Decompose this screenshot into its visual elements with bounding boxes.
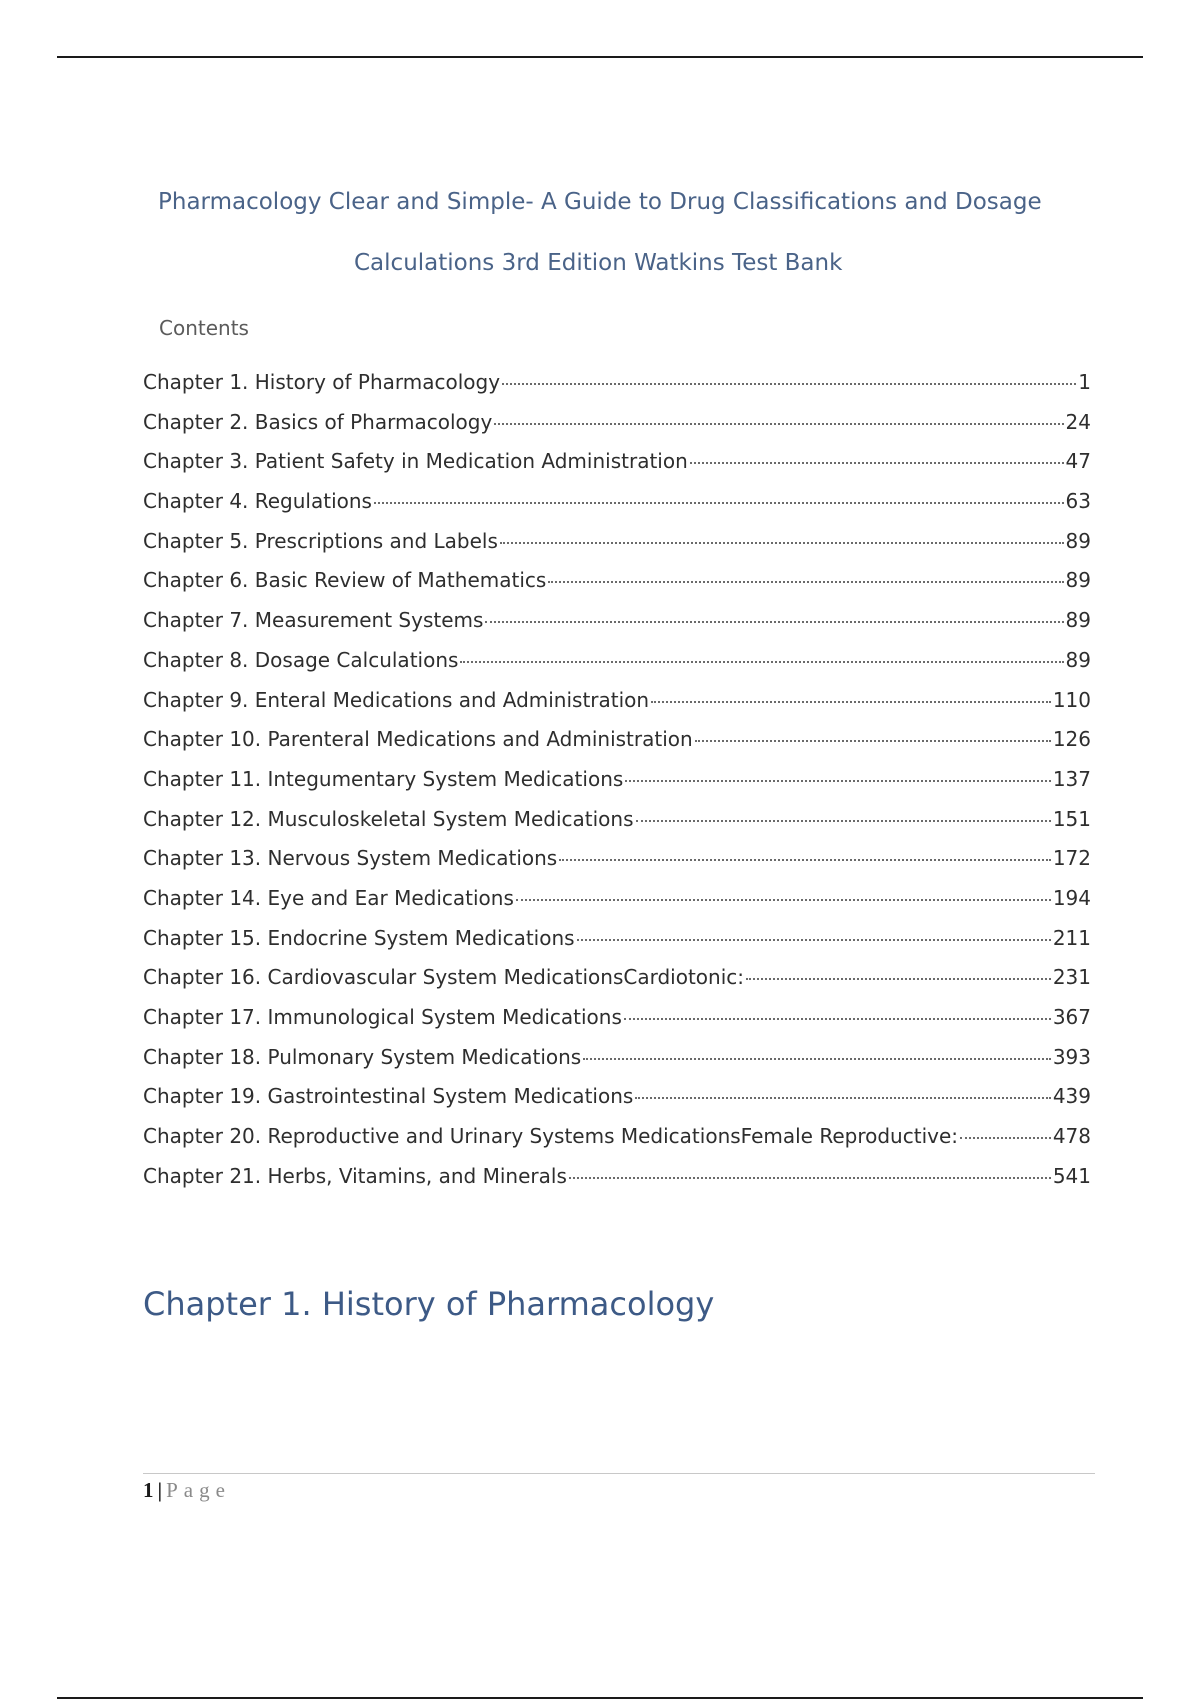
toc-leader-dots	[583, 1058, 1051, 1060]
toc-entry-title: Chapter 1. History of Pharmacology	[143, 370, 501, 394]
toc-entry-chapter-20[interactable]	[143, 1124, 1091, 1164]
toc-entry-page: 24	[1065, 409, 1091, 434]
toc-leader-dots	[485, 621, 1063, 623]
toc-entry-page: 194	[1052, 885, 1091, 910]
toc-entry-page: 47	[1065, 449, 1091, 474]
toc-leader-dots	[695, 740, 1051, 742]
bottom-rule	[57, 1697, 1143, 1699]
toc-entry-chapter-1[interactable]	[143, 370, 1091, 410]
toc-entry-page: 478	[1052, 1124, 1091, 1149]
toc-entry-title: Chapter 7. Measurement Systems	[143, 608, 484, 633]
toc-entry-page: 110	[1052, 687, 1091, 712]
toc-entry-title: Chapter 4. Regulations	[143, 489, 372, 514]
toc-entry-chapter-4[interactable]	[143, 489, 1091, 529]
toc-entry-title: Chapter 21. Herbs, Vitamins, and Minerals	[143, 1163, 567, 1188]
toc-entry-title: Chapter 12. Musculoskeletal System Medications	[143, 806, 634, 831]
toc-entry-title: Chapter 8. Dosage Calculations	[143, 647, 459, 672]
chapter-heading: Chapter 1. History of Pharmacology	[143, 1285, 715, 1323]
toc-entry-page: 89	[1065, 647, 1091, 672]
document-title-line-2: Calculations 3rd Edition Watkins Test Bank	[354, 250, 843, 276]
toc-entry-page: 231	[1052, 965, 1091, 990]
toc-entry-title: Chapter 6. Basic Review of Mathematics	[143, 568, 547, 593]
toc-entry-chapter-19[interactable]	[143, 1084, 1091, 1124]
toc-entry-page: 172	[1052, 846, 1091, 871]
toc-leader-dots	[651, 701, 1051, 703]
toc-leader-dots	[374, 502, 1064, 504]
toc-entry-page: 89	[1065, 568, 1091, 593]
toc-entry-chapter-9[interactable]	[143, 688, 1091, 728]
toc-entry-chapter-6[interactable]	[143, 568, 1091, 608]
toc-leader-dots	[569, 1177, 1051, 1179]
toc-entry-title: Chapter 20. Reproductive and Urinary Systems MedicationsFemale Reproductive:	[143, 1124, 958, 1149]
toc-entry-page: 89	[1065, 528, 1091, 553]
toc-entry-title: Chapter 10. Parenteral Medications and Administration	[143, 727, 693, 752]
footer-separator: |	[157, 1478, 163, 1502]
toc-entry-title: Chapter 14. Eye and Ear Medications	[143, 885, 514, 910]
toc-entry-chapter-17[interactable]	[143, 1005, 1091, 1045]
footer-page-number: 1	[143, 1478, 154, 1502]
toc-entry-chapter-21[interactable]	[143, 1164, 1091, 1204]
toc-entry-chapter-16[interactable]	[143, 965, 1091, 1005]
toc-entry-chapter-2[interactable]	[143, 410, 1091, 450]
document-title-line-1: Pharmacology Clear and Simple- A Guide to Drug Classifications and Dosage	[158, 189, 1042, 215]
toc-leader-dots	[500, 542, 1064, 544]
toc-entry-title: Chapter 3. Patient Safety in Medication Administration	[143, 449, 688, 474]
toc-leader-dots	[635, 1097, 1051, 1099]
toc-entry-page: 1	[1078, 370, 1091, 394]
toc-leader-dots	[577, 939, 1051, 941]
toc-entry-title: Chapter 18. Pulmonary System Medications	[143, 1044, 582, 1069]
contents-heading: Contents	[159, 316, 249, 340]
toc-leader-dots	[625, 780, 1051, 782]
toc-entry-title: Chapter 5. Prescriptions and Labels	[143, 528, 498, 553]
toc-entry-page: 63	[1065, 489, 1091, 514]
toc-entry-page: 541	[1052, 1163, 1091, 1188]
toc-entry-chapter-13[interactable]	[143, 846, 1091, 886]
toc-leader-dots	[502, 383, 1076, 385]
toc-entry-chapter-11[interactable]	[143, 767, 1091, 807]
toc-entry-page: 439	[1052, 1084, 1091, 1109]
toc-entry-chapter-14[interactable]	[143, 886, 1091, 926]
toc-entry-chapter-18[interactable]	[143, 1045, 1091, 1085]
toc-leader-dots	[690, 462, 1064, 464]
toc-leader-dots	[460, 661, 1063, 663]
toc-entry-title: Chapter 19. Gastrointestinal System Medications	[143, 1084, 634, 1109]
toc-leader-dots	[624, 1018, 1051, 1020]
toc-leader-dots	[494, 423, 1063, 425]
toc-entry-chapter-7[interactable]	[143, 608, 1091, 648]
toc-entry-chapter-10[interactable]	[143, 727, 1091, 767]
toc-entry-title: Chapter 16. Cardiovascular System MedicationsCardiotonic:	[143, 965, 744, 990]
toc-leader-dots	[746, 978, 1051, 980]
header-rule	[57, 56, 1143, 58]
toc-entry-title: Chapter 2. Basics of Pharmacology	[143, 409, 493, 434]
toc-entry-title: Chapter 13. Nervous System Medications	[143, 846, 558, 871]
toc-entry-page: 89	[1065, 608, 1091, 633]
table-of-contents	[143, 370, 1091, 1203]
toc-entry-title: Chapter 17. Immunological System Medications	[143, 1005, 622, 1029]
toc-entry-page: 137	[1052, 766, 1091, 791]
footer-rule	[143, 1473, 1095, 1474]
page-footer	[143, 1478, 231, 1503]
toc-leader-dots	[516, 899, 1051, 901]
footer-page-word: Page	[166, 1478, 231, 1502]
toc-entry-page: 211	[1052, 925, 1091, 950]
toc-entry-chapter-3[interactable]	[143, 449, 1091, 489]
toc-entry-title: Chapter 15. Endocrine System Medications	[143, 925, 575, 950]
toc-leader-dots	[559, 859, 1051, 861]
toc-entry-chapter-5[interactable]	[143, 529, 1091, 569]
toc-entry-title: Chapter 9. Enteral Medications and Administration	[143, 687, 650, 712]
toc-leader-dots	[636, 820, 1051, 822]
toc-entry-chapter-15[interactable]	[143, 926, 1091, 966]
toc-entry-page: 151	[1052, 806, 1091, 831]
toc-entry-page: 393	[1052, 1044, 1091, 1069]
toc-leader-dots	[960, 1137, 1051, 1139]
toc-leader-dots	[548, 581, 1063, 583]
toc-entry-title: Chapter 11. Integumentary System Medications	[143, 766, 624, 791]
toc-entry-chapter-12[interactable]	[143, 807, 1091, 847]
toc-entry-page: 367	[1052, 1005, 1091, 1029]
toc-entry-chapter-8[interactable]	[143, 648, 1091, 688]
toc-entry-page: 126	[1052, 727, 1091, 752]
